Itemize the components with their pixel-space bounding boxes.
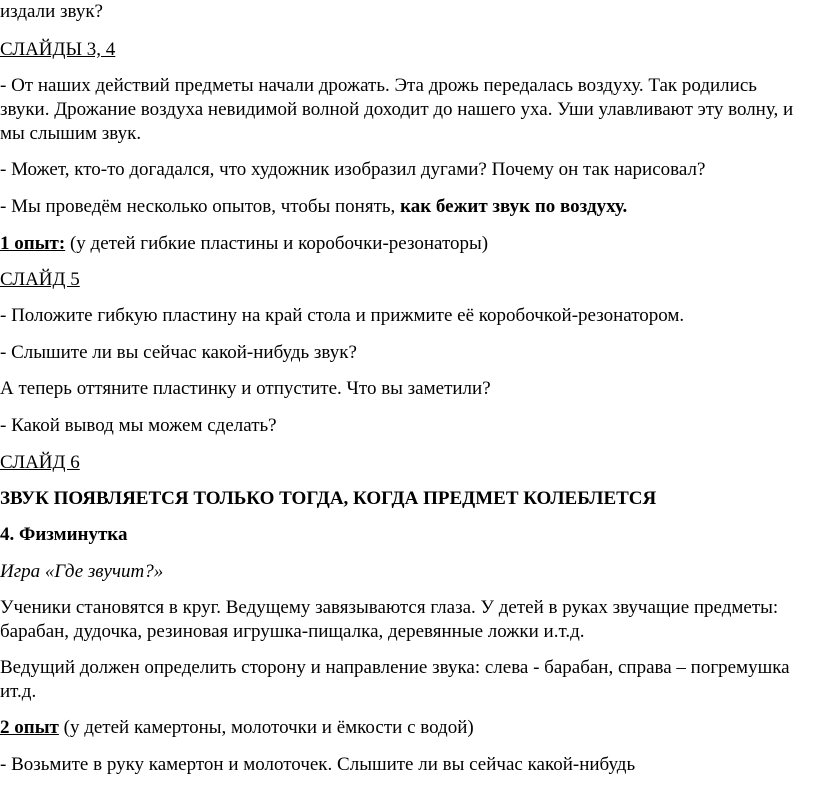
experiment-note: (у детей гибкие пластины и коробочки-резонаторы)	[65, 233, 489, 254]
paragraph: издали звук?	[0, 1, 103, 22]
experiment-label: 1 опыт:	[0, 233, 66, 254]
experiment-note: (у детей камертоны, молоточки и ёмкости с водой)	[58, 717, 474, 738]
paragraph-text: - Мы проведём несколько опытов, чтобы понять,	[0, 196, 401, 217]
slide-heading: СЛАЙД 6	[0, 452, 80, 473]
section-heading: 4. Физминутка	[0, 524, 128, 545]
experiment-heading	[0, 716, 810, 740]
slide-heading: СЛАЙД 5	[0, 269, 80, 290]
paragraph: - Может, кто-то догадался, что художник изобразил дугами? Почему он так нарисовал?	[0, 159, 706, 180]
paragraph: - Возьмите в руку камертон и молоточек. Слышите ли вы сейчас какой-нибудь	[0, 754, 636, 775]
experiment-label: 2 опыт	[0, 717, 59, 738]
slide-heading: СЛАЙДЫ 3, 4	[0, 39, 116, 60]
paragraph: А теперь оттяните пластинку и отпустите. Что вы заметили?	[0, 378, 491, 399]
paragraph: - Положите гибкую пластину на край стола и прижмите её коробочкой-резонатором.	[0, 305, 685, 326]
paragraph: Ведущий должен определить сторону и направление звука: слева - барабан, справа – погремушка ит.д.	[0, 657, 790, 702]
bold-phrase: как бежит звук по воздуху.	[400, 196, 628, 217]
paragraph	[0, 195, 810, 219]
paragraph: - Слышите ли вы сейчас какой-нибудь звук?	[0, 342, 357, 363]
experiment-heading	[0, 232, 810, 256]
paragraph: - Какой вывод мы можем сделать?	[0, 415, 277, 436]
conclusion-heading: ЗВУК ПОЯВЛЯЕТСЯ ТОЛЬКО ТОГДА, КОГДА ПРЕДМЕТ КОЛЕБЛЕТСЯ	[0, 488, 657, 509]
paragraph: - От наших действий предметы начали дрожать. Эта дрожь передалась воздуху. Так родились звуки. Дрожание воздуха невидимой волной доходит до нашего уха. Уши улавливают эту волну, и мы слышим звук.	[0, 75, 794, 144]
paragraph: Ученики становятся в круг. Ведущему завязываются глаза. У детей в руках звучащие предметы: барабан, дудочка, резиновая игрушка-пищалка, деревянные ложки и.т.д.	[0, 597, 779, 642]
game-title: Игра «Где звучит?»	[0, 561, 164, 582]
